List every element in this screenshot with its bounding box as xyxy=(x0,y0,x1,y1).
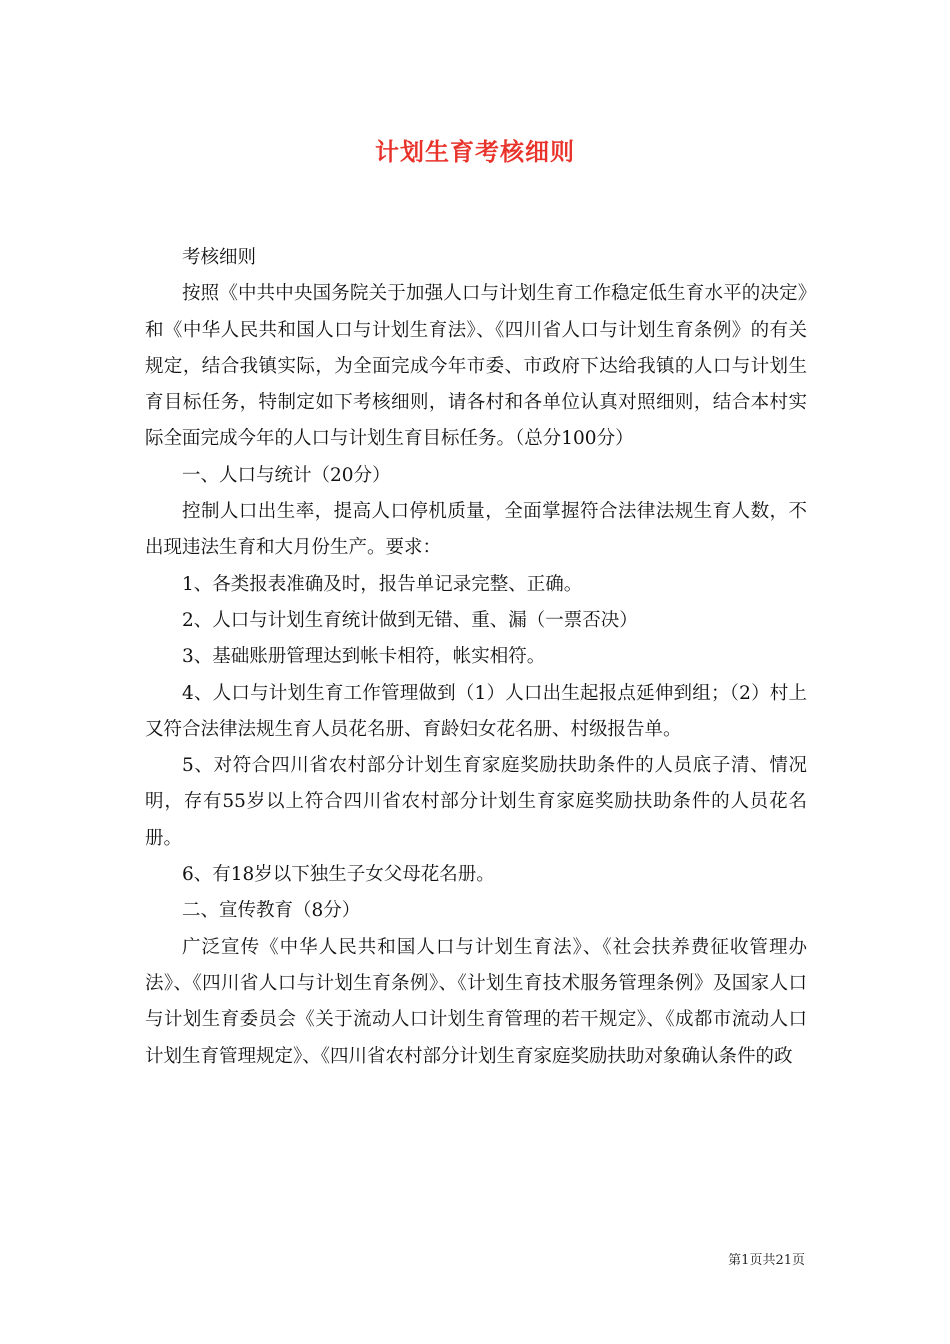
list-item-1: 1、各类报表准确及时，报告单记录完整、正确。 xyxy=(182,573,583,595)
section-heading-publicity: 二、宣传教育（8分） xyxy=(182,900,361,922)
list-item-5: 5、对符合四川省农村部分计划生育家庭奖励扶助条件的人员底子清、情况明，存有55岁以上符合四川省农村部分计划生育家庭奖励扶助条件的人员花名册。 xyxy=(145,755,807,849)
list-item-2: 2、人口与计划生育统计做到无错、重、漏（一票否决） xyxy=(182,609,638,631)
document-title: 计划生育考核细则 xyxy=(375,138,575,166)
list-item-3: 3、基础账册管理达到帐卡相符，帐实相符。 xyxy=(182,646,546,668)
paragraph-population-requirement: 控制人口出生率，提高人口停机质量，全面掌握符合法律法规生育人数，不出现违法生育和大月份生产。要求： xyxy=(145,501,807,559)
list-item-6: 6、有18岁以下独生子女父母花名册。 xyxy=(182,864,495,886)
paragraph-publicity: 广泛宣传《中华人民共和国人口与计划生育法》、《社会扶养费征收管理办法》、《四川省人口与计划生育条例》、《计划生育技术服务管理条例》及国家人口与计划生育委员会《关于流动人口计划生育管理的若干规定》、《成都市流动人口计划生育管理规定》、《四川省农村部分计划生育家庭奖励扶助对象确认条件的政 xyxy=(145,936,807,1067)
list-item-4: 4、人口与计划生育工作管理做到（1）人口出生起报点延伸到组；（2）村上又符合法律法规生育人员花名册、育龄妇女花名册、村级报告单。 xyxy=(145,682,807,740)
paragraph-intro: 按照《中共中央国务院关于加强人口与计划生育工作稳定低生育水平的决定》和《中华人民共和国人口与计划生育法》、《四川省人口与计划生育条例》的有关规定，结合我镇实际，为全面完成今年市委、市政府下达给我镇的人口与计划生育目标任务，特制定如下考核细则，请各村和各单位认真对照细则，结合本村实际全面完成今年的人口与计划生育目标任务。（总分100分） xyxy=(145,283,807,450)
paragraph-subtitle: 考核细则 xyxy=(182,247,257,268)
document-body xyxy=(145,240,807,1075)
page-number: 第1页共21页 xyxy=(728,1253,805,1268)
section-heading-population: 一、人口与统计（20分） xyxy=(182,464,391,486)
